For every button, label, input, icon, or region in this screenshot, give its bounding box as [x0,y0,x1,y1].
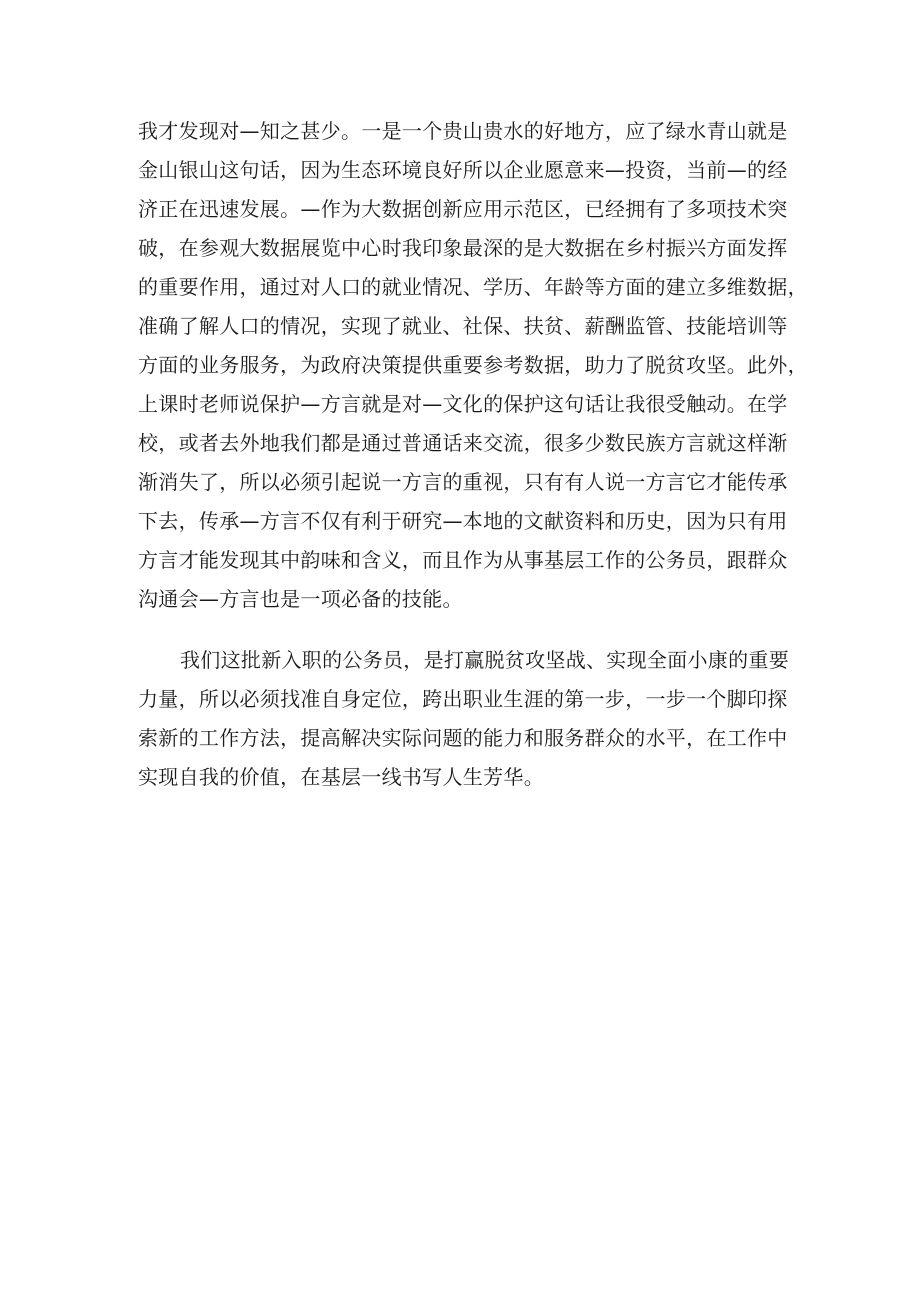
text-line: 准确了解人口的情况，实现了就业、社保、扶贫、薪酬监管、技能培训等 [138,314,788,338]
text-line: 下去，传承—方言不仅有利于研究—本地的文献资料和历史，因为只有用 [138,509,788,533]
text-line: 上课时老师说保护—方言就是对—文化的保护这句话让我很受触动。在学 [138,392,788,416]
text-line: 渐消失了，所以必须引起说一方言的重视，只有有人说一方言它才能传承 [138,470,788,494]
text-line: 方言才能发现其中韵味和含义，而且作为从事基层工作的公务员，跟群众 [138,548,788,572]
text-line: 力量，所以必须找准自身定位，跨出职业生涯的第一步，一步一个脚印探 [138,687,788,711]
text-line: 实现自我的价值，在基层一线书写人生芳华。 [138,765,544,789]
text-line: 破，在参观大数据展览中心时我印象最深的是大数据在乡村振兴方面发挥 [138,236,788,260]
text-line: 我才发现对—知之甚少。一是一个贵山贵水的好地方，应了绿水青山就是 [138,119,788,143]
paragraph-2 [138,641,788,797]
paragraph-1 [138,112,808,619]
text-line: 我们这批新入职的公务员，是打赢脱贫攻坚战、实现全面小康的重要 [180,648,789,672]
text-line: 校，或者去外地我们都是通过普通话来交流，很多少数民族方言就这样渐 [138,431,788,455]
text-line: 方面的业务服务，为政府决策提供重要参考数据，助力了脱贫攻坚。此外， [138,353,808,377]
text-line: 金山银山这句话，因为生态环境良好所以企业愿意来—投资，当前—的经 [138,158,788,182]
text-line: 的重要作用，通过对人口的就业情况、学历、年龄等方面的建立多维数据， [138,275,808,299]
text-line: 沟通会—方言也是一项必备的技能。 [138,587,463,611]
document-body [138,112,808,797]
text-line: 索新的工作方法，提高解决实际问题的能力和服务群众的水平，在工作中 [138,726,788,750]
text-line: 济正在迅速发展。—作为大数据创新应用示范区，已经拥有了多项技术突 [138,197,788,221]
